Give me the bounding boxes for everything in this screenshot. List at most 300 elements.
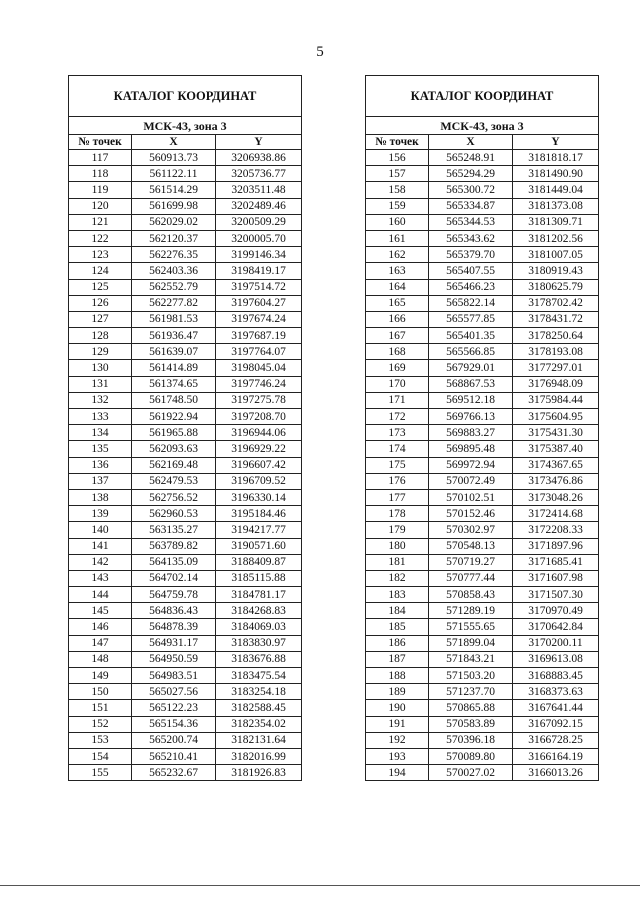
table-row [69,489,302,505]
y-coordinate-cell: 3176948.09 [513,376,599,392]
y-coordinate-cell: 3197604.27 [216,295,302,311]
x-coordinate-cell: 570396.18 [429,732,513,748]
point-number-cell: 154 [69,748,132,764]
y-coordinate-cell: 3182016.99 [216,748,302,764]
point-number-cell: 121 [69,214,132,230]
x-coordinate-cell: 565401.35 [429,328,513,344]
x-coordinate-cell: 565122.23 [132,700,216,716]
point-number-cell: 148 [69,651,132,667]
y-coordinate-cell: 3174367.65 [513,457,599,473]
y-coordinate-cell: 3180625.79 [513,279,599,295]
table-row [69,295,302,311]
x-coordinate-cell: 570027.02 [429,765,513,781]
table-row [69,425,302,441]
column-header-y: Y [216,135,302,150]
point-number-cell: 178 [366,506,429,522]
table-row [69,765,302,781]
table-row [366,473,599,489]
point-number-cell: 174 [366,441,429,457]
table-row [366,538,599,554]
point-number-cell: 160 [366,214,429,230]
table-row [69,635,302,651]
y-coordinate-cell: 3168883.45 [513,668,599,684]
x-coordinate-cell: 561936.47 [132,328,216,344]
y-coordinate-cell: 3197746.24 [216,376,302,392]
x-coordinate-cell: 565343.62 [429,230,513,246]
table-row [69,506,302,522]
y-coordinate-cell: 3197764.07 [216,344,302,360]
point-number-cell: 164 [366,279,429,295]
x-coordinate-cell: 562479.53 [132,473,216,489]
table-row [69,651,302,667]
y-coordinate-cell: 3197275.78 [216,392,302,408]
table-row [69,279,302,295]
y-coordinate-cell: 3183254.18 [216,684,302,700]
x-coordinate-cell: 570858.43 [429,587,513,603]
coordinate-system-label: МСК-43, зона 3 [69,117,302,135]
point-number-cell: 118 [69,166,132,182]
y-coordinate-cell: 3196944.06 [216,425,302,441]
table-row [366,295,599,311]
y-coordinate-cell: 3182131.64 [216,732,302,748]
table-row [69,392,302,408]
x-coordinate-cell: 562169.48 [132,457,216,473]
x-coordinate-cell: 562277.82 [132,295,216,311]
x-coordinate-cell: 565566.85 [429,344,513,360]
point-number-cell: 151 [69,700,132,716]
y-coordinate-cell: 3184069.03 [216,619,302,635]
point-number-cell: 144 [69,587,132,603]
x-coordinate-cell: 564836.43 [132,603,216,619]
x-coordinate-cell: 565027.56 [132,684,216,700]
x-coordinate-cell: 569766.13 [429,409,513,425]
x-coordinate-cell: 565379.70 [429,247,513,263]
y-coordinate-cell: 3180919.43 [513,263,599,279]
y-coordinate-cell: 3168373.63 [513,684,599,700]
y-coordinate-cell: 3169613.08 [513,651,599,667]
x-coordinate-cell: 565300.72 [429,182,513,198]
table-row [69,700,302,716]
x-coordinate-cell: 565210.41 [132,748,216,764]
table-row [366,263,599,279]
column-header-x: X [429,135,513,150]
point-number-cell: 173 [366,425,429,441]
y-coordinate-cell: 3196929.22 [216,441,302,457]
y-coordinate-cell: 3194217.77 [216,522,302,538]
point-number-cell: 147 [69,635,132,651]
point-number-cell: 125 [69,279,132,295]
table-row [366,748,599,764]
point-number-cell: 186 [366,635,429,651]
point-number-cell: 157 [366,166,429,182]
x-coordinate-cell: 561922.94 [132,409,216,425]
y-coordinate-cell: 3167092.15 [513,716,599,732]
table-row [366,328,599,344]
point-number-cell: 136 [69,457,132,473]
x-coordinate-cell: 571555.65 [429,619,513,635]
y-coordinate-cell: 3197514.72 [216,279,302,295]
y-coordinate-cell: 3181449.04 [513,182,599,198]
table-row [366,684,599,700]
x-coordinate-cell: 565577.85 [429,311,513,327]
table-row [366,230,599,246]
x-coordinate-cell: 568867.53 [429,376,513,392]
table-row [69,732,302,748]
y-coordinate-cell: 3190571.60 [216,538,302,554]
x-coordinate-cell: 565248.91 [429,150,513,166]
point-number-cell: 149 [69,668,132,684]
table-row [69,311,302,327]
y-coordinate-cell: 3205736.77 [216,166,302,182]
point-number-cell: 165 [366,295,429,311]
table-row [69,376,302,392]
y-coordinate-cell: 3178431.72 [513,311,599,327]
point-number-cell: 183 [366,587,429,603]
point-number-cell: 137 [69,473,132,489]
point-number-cell: 119 [69,182,132,198]
point-number-cell: 134 [69,425,132,441]
y-coordinate-cell: 3175387.40 [513,441,599,457]
x-coordinate-cell: 561374.65 [132,376,216,392]
y-coordinate-cell: 3203511.48 [216,182,302,198]
coordinate-catalog-table-left [68,75,302,781]
table-row [69,409,302,425]
y-coordinate-cell: 3173476.86 [513,473,599,489]
point-number-cell: 138 [69,489,132,505]
table-row [69,554,302,570]
point-number-cell: 150 [69,684,132,700]
point-number-cell: 171 [366,392,429,408]
y-coordinate-cell: 3178250.64 [513,328,599,344]
point-number-cell: 182 [366,570,429,586]
point-number-cell: 163 [366,263,429,279]
x-coordinate-cell: 563789.82 [132,538,216,554]
y-coordinate-cell: 3171685.41 [513,554,599,570]
table-row [69,748,302,764]
point-number-cell: 140 [69,522,132,538]
table-row [366,587,599,603]
point-number-cell: 166 [366,311,429,327]
y-coordinate-cell: 3183676.88 [216,651,302,667]
x-coordinate-cell: 565822.14 [429,295,513,311]
table-body [69,150,302,781]
table-row [69,668,302,684]
y-coordinate-cell: 3198045.04 [216,360,302,376]
table-row [366,457,599,473]
point-number-cell: 122 [69,230,132,246]
table-row [366,311,599,327]
y-coordinate-cell: 3183830.97 [216,635,302,651]
table-row [69,457,302,473]
x-coordinate-cell: 564759.78 [132,587,216,603]
x-coordinate-cell: 561748.50 [132,392,216,408]
x-coordinate-cell: 562960.53 [132,506,216,522]
y-coordinate-cell: 3181818.17 [513,150,599,166]
y-coordinate-cell: 3200509.29 [216,214,302,230]
table-row [366,619,599,635]
coordinate-catalog-table-right [365,75,599,781]
point-number-cell: 123 [69,247,132,263]
table-row [69,360,302,376]
catalog-title: КАТАЛОГ КООРДИНАТ [69,76,302,117]
point-number-cell: 126 [69,295,132,311]
y-coordinate-cell: 3181373.08 [513,198,599,214]
x-coordinate-cell: 570072.49 [429,473,513,489]
x-coordinate-cell: 567929.01 [429,360,513,376]
y-coordinate-cell: 3166728.25 [513,732,599,748]
point-number-cell: 162 [366,247,429,263]
y-coordinate-cell: 3202489.46 [216,198,302,214]
y-coordinate-cell: 3195184.46 [216,506,302,522]
y-coordinate-cell: 3175604.95 [513,409,599,425]
x-coordinate-cell: 565334.87 [429,198,513,214]
table-row [69,473,302,489]
point-number-cell: 156 [366,150,429,166]
x-coordinate-cell: 562552.79 [132,279,216,295]
x-coordinate-cell: 561965.88 [132,425,216,441]
x-coordinate-cell: 569972.94 [429,457,513,473]
y-coordinate-cell: 3197674.24 [216,311,302,327]
x-coordinate-cell: 563135.27 [132,522,216,538]
table-row [366,214,599,230]
point-number-cell: 139 [69,506,132,522]
table-row [366,425,599,441]
table-row [366,376,599,392]
x-coordinate-cell: 571843.21 [429,651,513,667]
point-number-cell: 184 [366,603,429,619]
point-number-cell: 120 [69,198,132,214]
table-row [366,441,599,457]
table-row [69,684,302,700]
table-row [366,570,599,586]
y-coordinate-cell: 3184268.83 [216,603,302,619]
point-number-cell: 169 [366,360,429,376]
y-coordinate-cell: 3178193.08 [513,344,599,360]
table-row [366,344,599,360]
y-coordinate-cell: 3200005.70 [216,230,302,246]
x-coordinate-cell: 569895.48 [429,441,513,457]
y-coordinate-cell: 3199146.34 [216,247,302,263]
table-row [366,150,599,166]
table-row [366,506,599,522]
y-coordinate-cell: 3183475.54 [216,668,302,684]
point-number-cell: 131 [69,376,132,392]
table-row [366,700,599,716]
point-number-cell: 188 [366,668,429,684]
y-coordinate-cell: 3166013.26 [513,765,599,781]
x-coordinate-cell: 561699.98 [132,198,216,214]
table-row [366,716,599,732]
point-number-cell: 146 [69,619,132,635]
table-row [366,279,599,295]
x-coordinate-cell: 570865.88 [429,700,513,716]
x-coordinate-cell: 564931.17 [132,635,216,651]
table-row [69,166,302,182]
table-row [69,716,302,732]
point-number-cell: 158 [366,182,429,198]
x-coordinate-cell: 561414.89 [132,360,216,376]
point-number-cell: 117 [69,150,132,166]
x-coordinate-cell: 564983.51 [132,668,216,684]
table-row [69,230,302,246]
x-coordinate-cell: 561639.07 [132,344,216,360]
table-row [366,198,599,214]
point-number-cell: 145 [69,603,132,619]
x-coordinate-cell: 561514.29 [132,182,216,198]
x-coordinate-cell: 562120.37 [132,230,216,246]
column-header-x: X [132,135,216,150]
table-row [69,150,302,166]
point-number-cell: 193 [366,748,429,764]
table-row [366,166,599,182]
x-coordinate-cell: 570583.89 [429,716,513,732]
point-number-cell: 194 [366,765,429,781]
point-number-cell: 185 [366,619,429,635]
table-row [69,198,302,214]
point-number-cell: 191 [366,716,429,732]
page-number: 5 [316,44,324,60]
point-number-cell: 128 [69,328,132,344]
page-bottom-rule [0,885,640,886]
x-coordinate-cell: 570152.46 [429,506,513,522]
y-coordinate-cell: 3172414.68 [513,506,599,522]
point-number-cell: 181 [366,554,429,570]
x-coordinate-cell: 564878.39 [132,619,216,635]
table-row [69,522,302,538]
table-row [366,247,599,263]
x-coordinate-cell: 562093.63 [132,441,216,457]
table-row [69,214,302,230]
point-number-cell: 132 [69,392,132,408]
point-number-cell: 141 [69,538,132,554]
point-number-cell: 152 [69,716,132,732]
x-coordinate-cell: 560913.73 [132,150,216,166]
x-coordinate-cell: 562276.35 [132,247,216,263]
y-coordinate-cell: 3181926.83 [216,765,302,781]
point-number-cell: 187 [366,651,429,667]
y-coordinate-cell: 3197208.70 [216,409,302,425]
x-coordinate-cell: 571503.20 [429,668,513,684]
point-number-cell: 133 [69,409,132,425]
y-coordinate-cell: 3167641.44 [513,700,599,716]
point-number-cell: 153 [69,732,132,748]
point-number-cell: 190 [366,700,429,716]
x-coordinate-cell: 565466.23 [429,279,513,295]
y-coordinate-cell: 3185115.88 [216,570,302,586]
table-row [366,765,599,781]
point-number-cell: 159 [366,198,429,214]
point-number-cell: 177 [366,489,429,505]
table-row [69,344,302,360]
x-coordinate-cell: 562029.02 [132,214,216,230]
table-row [366,635,599,651]
y-coordinate-cell: 3181490.90 [513,166,599,182]
y-coordinate-cell: 3175984.44 [513,392,599,408]
x-coordinate-cell: 565344.53 [429,214,513,230]
table-row [69,587,302,603]
x-coordinate-cell: 564702.14 [132,570,216,586]
y-coordinate-cell: 3171507.30 [513,587,599,603]
x-coordinate-cell: 569883.27 [429,425,513,441]
x-coordinate-cell: 570102.51 [429,489,513,505]
x-coordinate-cell: 565232.67 [132,765,216,781]
y-coordinate-cell: 3184781.17 [216,587,302,603]
x-coordinate-cell: 564950.59 [132,651,216,667]
table-row [366,489,599,505]
point-number-cell: 179 [366,522,429,538]
x-coordinate-cell: 561981.53 [132,311,216,327]
x-coordinate-cell: 570777.44 [429,570,513,586]
table-row [366,732,599,748]
point-number-cell: 124 [69,263,132,279]
table-row [69,619,302,635]
point-number-cell: 176 [366,473,429,489]
y-coordinate-cell: 3206938.86 [216,150,302,166]
y-coordinate-cell: 3170642.84 [513,619,599,635]
x-coordinate-cell: 570302.97 [429,522,513,538]
x-coordinate-cell: 565200.74 [132,732,216,748]
x-coordinate-cell: 565154.36 [132,716,216,732]
x-coordinate-cell: 564135.09 [132,554,216,570]
y-coordinate-cell: 3171897.96 [513,538,599,554]
column-header-point-number: № точек [366,135,429,150]
coordinate-system-label: МСК-43, зона 3 [366,117,599,135]
point-number-cell: 172 [366,409,429,425]
point-number-cell: 167 [366,328,429,344]
point-number-cell: 155 [69,765,132,781]
y-coordinate-cell: 3182354.02 [216,716,302,732]
y-coordinate-cell: 3170200.11 [513,635,599,651]
y-coordinate-cell: 3171607.98 [513,570,599,586]
point-number-cell: 130 [69,360,132,376]
y-coordinate-cell: 3196709.52 [216,473,302,489]
x-coordinate-cell: 562403.36 [132,263,216,279]
table-row [366,668,599,684]
y-coordinate-cell: 3197687.19 [216,328,302,344]
point-number-cell: 142 [69,554,132,570]
point-number-cell: 129 [69,344,132,360]
table-row [69,570,302,586]
x-coordinate-cell: 562756.52 [132,489,216,505]
y-coordinate-cell: 3196607.42 [216,457,302,473]
table-row [69,263,302,279]
point-number-cell: 161 [366,230,429,246]
x-coordinate-cell: 571237.70 [429,684,513,700]
table-row [69,247,302,263]
table-row [366,182,599,198]
y-coordinate-cell: 3177297.01 [513,360,599,376]
x-coordinate-cell: 571899.04 [429,635,513,651]
x-coordinate-cell: 570089.80 [429,748,513,764]
table-row [69,441,302,457]
table-row [366,522,599,538]
table-row [366,554,599,570]
table-row [366,392,599,408]
y-coordinate-cell: 3198419.17 [216,263,302,279]
point-number-cell: 180 [366,538,429,554]
point-number-cell: 143 [69,570,132,586]
x-coordinate-cell: 570548.13 [429,538,513,554]
y-coordinate-cell: 3196330.14 [216,489,302,505]
point-number-cell: 168 [366,344,429,360]
catalog-title: КАТАЛОГ КООРДИНАТ [366,76,599,117]
y-coordinate-cell: 3182588.45 [216,700,302,716]
x-coordinate-cell: 565407.55 [429,263,513,279]
column-header-point-number: № точек [69,135,132,150]
point-number-cell: 135 [69,441,132,457]
x-coordinate-cell: 571289.19 [429,603,513,619]
x-coordinate-cell: 561122.11 [132,166,216,182]
